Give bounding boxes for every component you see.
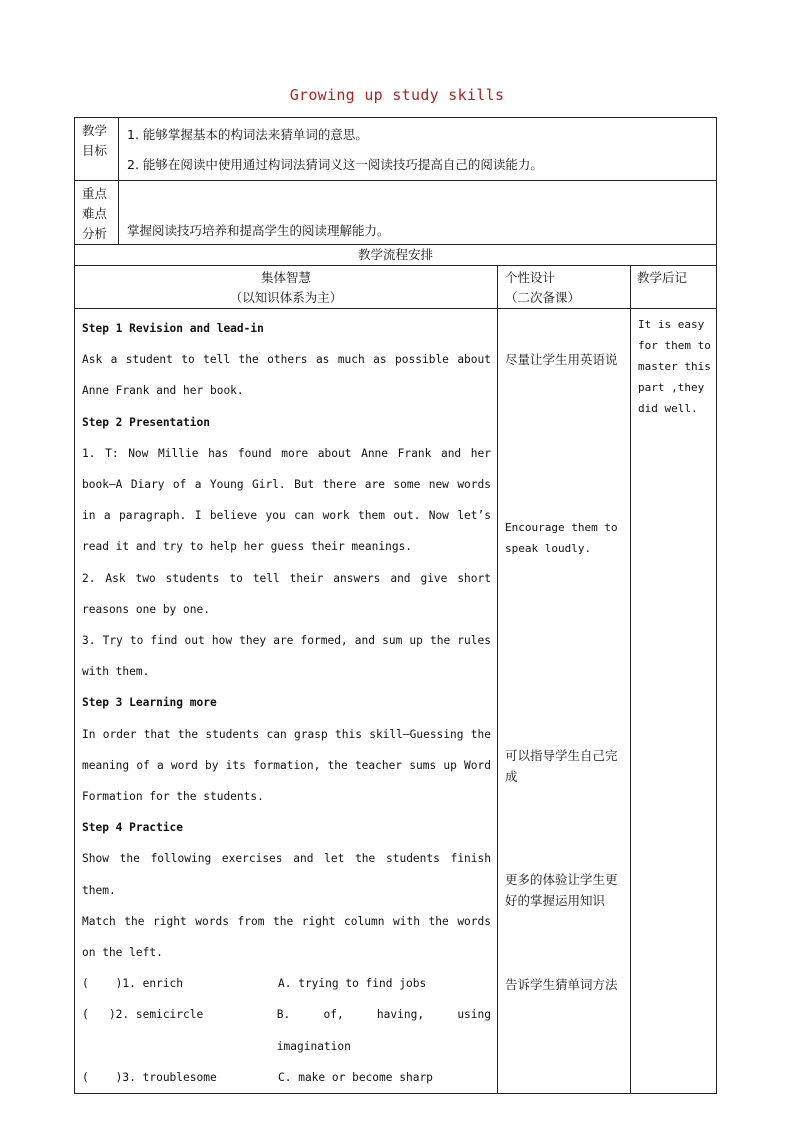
document-title: Growing up study skills: [289, 86, 505, 104]
main-column-subtitle: （以知识体系为主）: [229, 290, 343, 305]
exercise-left: ( )1. enrich: [82, 977, 184, 991]
step4-paragraph-1: Show the following exercises and let the students finish them.: [82, 852, 491, 897]
design-note-1: 尽量让学生用英语说: [505, 352, 618, 367]
step1-title: Step 1 Revision and lead-in: [82, 322, 264, 335]
main-content: [75, 309, 498, 1094]
step3-title: Step 3 Learning more: [82, 696, 217, 710]
design-note-4: 更多的体验让学生更好的掌握运用知识: [505, 872, 618, 908]
goal-item-1: 1. 能够掌握基本的构词法来猜单词的意思。: [127, 127, 368, 142]
main-column-header: [75, 266, 498, 309]
design-note-2: Encourage them to speak loudly.: [505, 521, 618, 555]
after-note: It is easy for them to master this part ,they did well.: [631, 309, 717, 1094]
design-column-subtitle: （二次备课）: [505, 290, 581, 305]
step2-title: Step 2 Presentation: [82, 415, 210, 429]
goal-item-2: 2. 能够在阅读中使用通过构词法猜词义这一阅读技巧提高自己的阅读能力。: [127, 157, 543, 172]
after-column-title: 教学后记: [637, 270, 688, 285]
step4-paragraph-2: Match the right words from the right column with the words on the left.: [82, 914, 491, 960]
lesson-plan-table: [74, 117, 717, 1094]
main-column-title: 集体智慧: [260, 270, 311, 285]
design-column-title: 个性设计: [505, 270, 556, 285]
design-note-5: 告诉学生猜单词方法: [505, 977, 618, 992]
exercise-right: C. make or become sharp: [278, 1070, 433, 1084]
after-column-header: [631, 266, 717, 309]
goals-label: 教学目标: [75, 118, 119, 181]
step2-paragraph-2: 2. Ask two students to tell their answers and give short reasons one by one.: [82, 571, 491, 616]
exercise-row: [82, 968, 491, 999]
step3-text: In order that the students can grasp this skill—Guessing the meaning of a word by its formation, the teacher sums up Word Formation for the students.: [82, 727, 491, 804]
exercise-row: [82, 1062, 491, 1093]
key-points-text: 掌握阅读技巧培养和提高学生的阅读理解能力。: [127, 223, 390, 238]
exercise-row: [82, 999, 491, 1061]
key-points-content: [119, 181, 717, 245]
flow-heading: 教学流程安排: [75, 245, 717, 266]
exercise-left: ( )3. troublesome: [82, 1070, 217, 1084]
exercise-right: A. trying to find jobs: [278, 977, 427, 991]
step1-text: Ask a student to tell the others as much as possible about Anne Frank and her book.: [82, 353, 491, 398]
exercise-left: ( )2. semicircle: [82, 1008, 204, 1022]
key-points-label: 重点难点分析: [75, 181, 119, 245]
step2-paragraph-1: 1. T: Now Millie has found more about Anne Frank and her book—A Diary of a Young Girl. But there are some new words in a paragraph. I believe you can work them out. Now let’s read it and try to help her guess their meanings.: [82, 446, 491, 554]
step4-title: Step 4 Practice: [82, 821, 184, 835]
exercise-right: B. of, having, using imagination: [276, 1008, 491, 1053]
step2-paragraph-3: 3. Try to find out how they are formed, and sum up the rules with them.: [82, 634, 491, 679]
goals-content: [119, 118, 717, 181]
design-note-3: 可以指导学生自己完成: [505, 748, 618, 784]
design-notes-column: [498, 309, 631, 1094]
design-column-header: [498, 266, 631, 309]
